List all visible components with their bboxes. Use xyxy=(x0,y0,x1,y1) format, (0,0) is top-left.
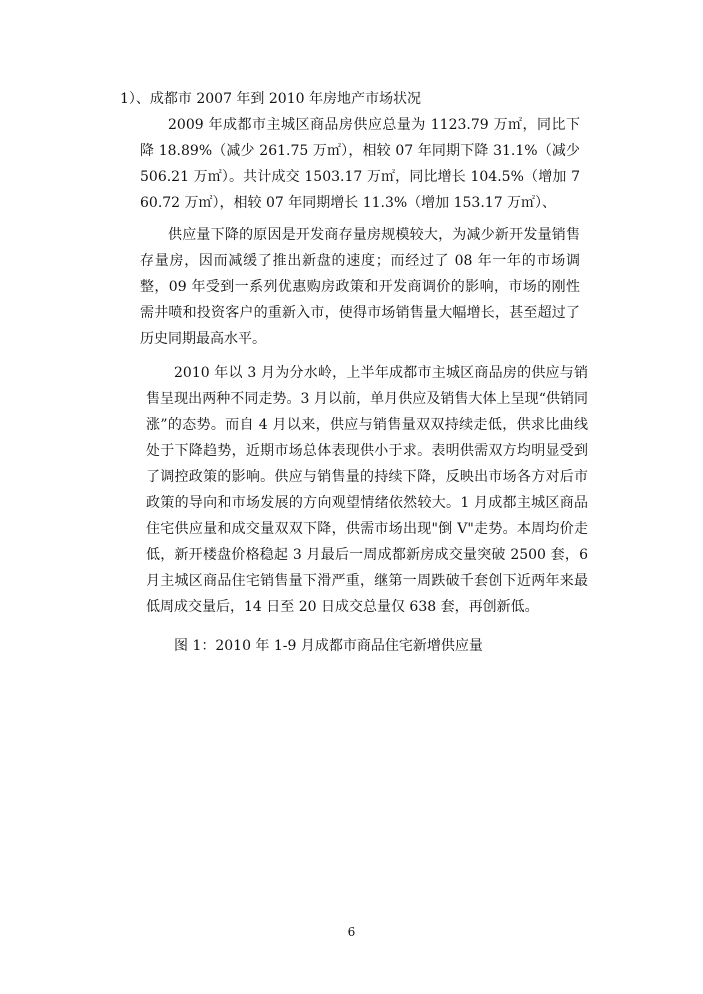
paragraph-supply-2009: 2009 年成都市主城区商品房供应总量为 1123.79 万㎡，同比下降 18.89%（减少 261.75 万㎡），相较 07 年同期下降 31.1%（减少 506.21 万㎡）。共计成交 1503.17 万㎡，同比增长 104.5%（增加 760.72 万㎡），相较 07 年同期增长 11.3%（增加 153.17 万㎡）、 xyxy=(140,117,580,211)
section-heading: 1）、成都市 2007 年到 2010 年房地产市场状况 xyxy=(120,91,421,107)
page-number: 6 xyxy=(347,925,356,939)
paragraph-trend-2010: 2010 年以 3 月为分水岭，上半年成都市主城区商品房的供应与销售呈现出两种不同走势。3 月以前，单月供应及销售大体上呈现“供销同涨”的态势。而自 4 月以来，供应与销售量双双持续走低，供求比曲线处于下降趋势，近期市场总体表现供小于求。表明供需双方均明显受到了调控政策的影响。供应与销售量的持续下降，反映出市场各方对后市政策的导向和市场发展的方向观望情绪依然较大。1 月成都主城区商品住宅供应量和成交量双双下降，供需市场出现"倒 V"走势。本周均价走低，新开楼盘价格稳起 3 月最后一周成都新房成交量突破 2500 套，6 月主城区商品住宅销售量下滑严重，继第一周跌破千套创下近两年来最低周成交量后，14 日至 20 日成交总量仅 638 套，再创新低。 xyxy=(146,365,588,615)
paragraph-supply-reason: 供应量下降的原因是开发商存量房规模较大，为减少新开发量销售存量房，因而减缓了推出新盘的速度；而经过了 08 年一年的市场调整，09 年受到一系列优惠购房政策和开发商调价的影响，市场的刚性需井喷和投资客户的重新入市，使得市场销售量大幅增长，甚至超过了历史同期最高水平。 xyxy=(140,227,580,347)
figure-caption: 图 1：2010 年 1-9 月成都市商品住宅新增供应量 xyxy=(174,638,483,654)
